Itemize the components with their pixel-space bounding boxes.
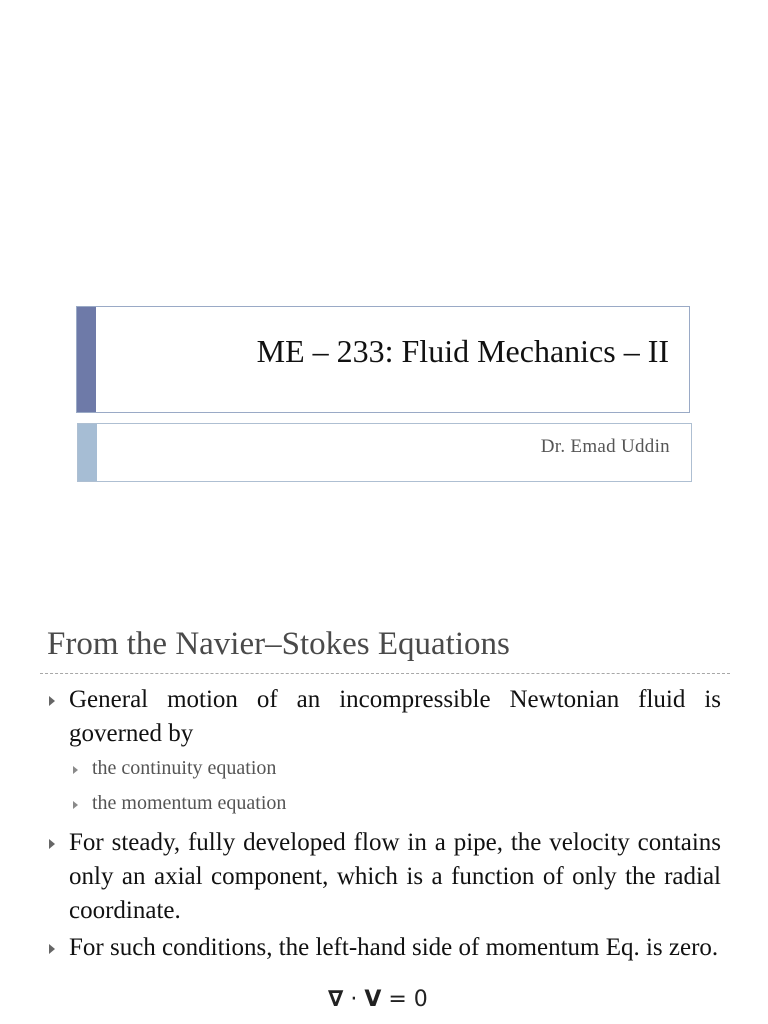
bullet-text: For steady, fully developed flow in a pipe, the velocity contains only an axial component, which is a function of only the radial coordinate. — [69, 829, 721, 924]
bullet-item — [69, 683, 721, 751]
sub-bullet-item — [92, 757, 276, 780]
bullet-text: For such conditions, the left-hand side of momentum Eq. is zero. — [69, 934, 719, 961]
velocity-vector: V — [364, 987, 382, 1012]
nabla-symbol: ∇ — [328, 987, 344, 1012]
sub-bullet-arrow-icon — [73, 801, 78, 809]
heading-divider — [40, 673, 730, 674]
dot-operator: · — [343, 987, 365, 1012]
bullet-arrow-icon — [49, 696, 55, 706]
title-accent-bar — [77, 307, 96, 412]
subtitle-box — [77, 423, 692, 482]
bullet-arrow-icon — [49, 944, 55, 954]
slide-subtitle: Dr. Emad Uddin — [540, 436, 670, 457]
bullet-text: General motion of an incompressible Newtonian fluid is governed by — [69, 686, 721, 747]
bullet-item — [69, 931, 721, 965]
sub-bullet-text: the momentum equation — [92, 792, 287, 814]
slide-heading: From the Navier–Stokes Equations — [47, 626, 510, 662]
sub-bullet-text: the continuity equation — [92, 757, 277, 779]
title-box — [76, 306, 690, 413]
content-slide — [0, 590, 768, 1024]
slide-title: ME – 233: Fluid Mechanics – II — [256, 333, 669, 369]
sub-bullet-arrow-icon — [73, 766, 78, 774]
bullet-item — [69, 826, 721, 928]
bullet-arrow-icon — [49, 839, 55, 849]
subtitle-accent-bar — [78, 424, 97, 481]
sub-bullet-item — [92, 792, 286, 815]
continuity-equation — [328, 987, 428, 1012]
equation-rhs: = 0 — [381, 987, 428, 1012]
